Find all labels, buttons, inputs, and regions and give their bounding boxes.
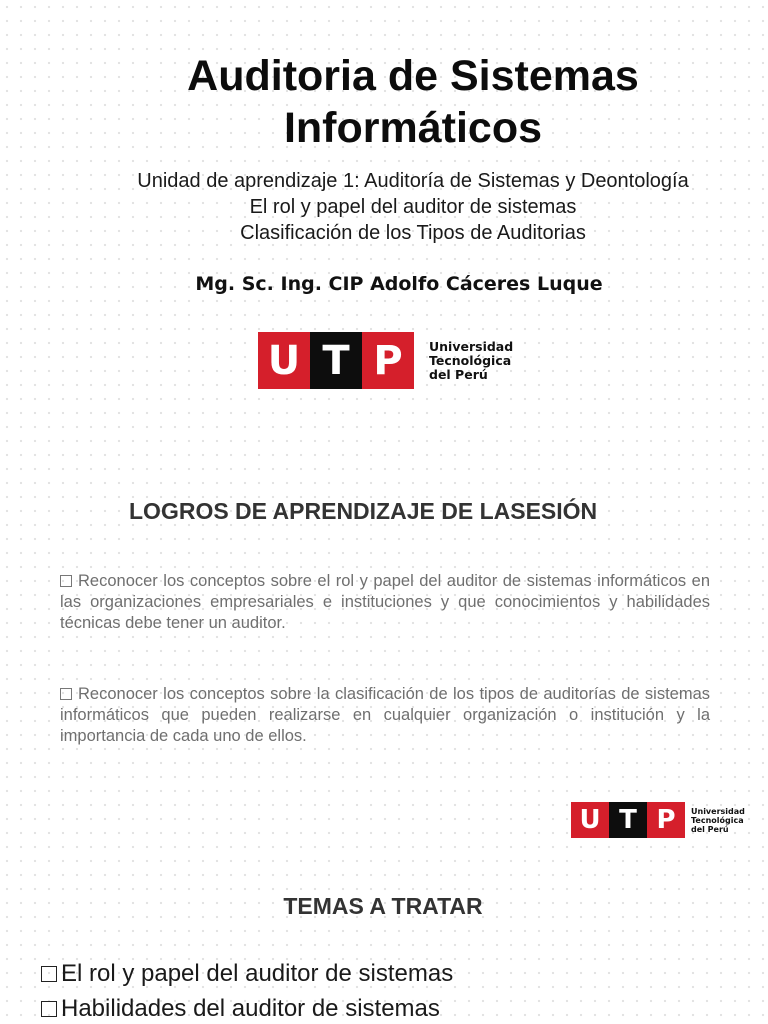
topic-text: Habilidades del auditor de sistemas: [61, 995, 440, 1022]
checkbox-bullet-icon: [41, 1001, 57, 1017]
logo-letter-u: U: [571, 802, 609, 838]
logo-name-line-3: del Perú: [429, 366, 488, 382]
subtitle-block: [0, 168, 768, 246]
subtitle-classification: Clasificación de los Tipos de Auditorias: [240, 222, 586, 244]
topic-text: El rol y papel del auditor de sistemas: [61, 960, 454, 987]
temas-heading: TEMAS A TRATAR: [283, 893, 483, 919]
logo-letter-p: P: [647, 802, 685, 838]
title-line-2: Informáticos: [283, 104, 543, 152]
logo-letter-u: U: [258, 332, 310, 389]
topic-list: [41, 956, 453, 1024]
logo-letter-p: P: [362, 332, 414, 389]
checkbox-bullet-icon: [60, 688, 72, 700]
title-line-1: Auditoria de Sistemas: [187, 52, 639, 100]
objective-item: [60, 684, 710, 747]
subtitle-unit: Unidad de aprendizaje 1: Auditoría de Sistemas y Deontología: [137, 170, 689, 192]
logo-university-name: [429, 340, 513, 382]
logo-name-line-1: Universidad: [691, 806, 745, 816]
logros-heading: LOGROS DE APRENDIZAJE DE LASESIÓN: [129, 498, 598, 524]
checkbox-bullet-icon: [41, 966, 57, 982]
checkbox-bullet-icon: [60, 575, 72, 587]
logo-name-line-3: del Perú: [691, 824, 729, 834]
document-title: [0, 50, 768, 154]
logo-letter-t: T: [609, 802, 647, 838]
objective-item: [60, 571, 710, 634]
topic-item: [41, 991, 453, 1024]
utp-logo-small: [571, 802, 745, 838]
logo-university-name: [691, 807, 745, 834]
logo-name-line-2: Tecnológica: [429, 352, 512, 368]
topic-item: [41, 956, 453, 991]
objective-text: Reconocer los conceptos sobre el rol y papel del auditor de sistemas informáticos en las organizaciones empresariales e instituciones y que conocimientos y habilidades técnicas debe tener un auditor.: [60, 572, 710, 632]
utp-logo-large: [258, 332, 513, 389]
objective-text: Reconocer los conceptos sobre la clasificación de los tipos de auditorías de sistemas informáticos que pueden realizarse en cualquier organización o institución y la importancia de cada uno de ellos.: [60, 685, 710, 745]
logo-name-line-1: Universidad: [429, 338, 514, 354]
logo-letter-t: T: [310, 332, 362, 389]
subtitle-role: El rol y papel del auditor de sistemas: [249, 196, 577, 218]
utp-logo-mark: [258, 332, 414, 389]
author-name: Mg. Sc. Ing. CIP Adolfo Cáceres Luque: [195, 273, 603, 295]
logo-name-line-2: Tecnológica: [691, 815, 744, 825]
utp-logo-mark: [571, 802, 685, 838]
